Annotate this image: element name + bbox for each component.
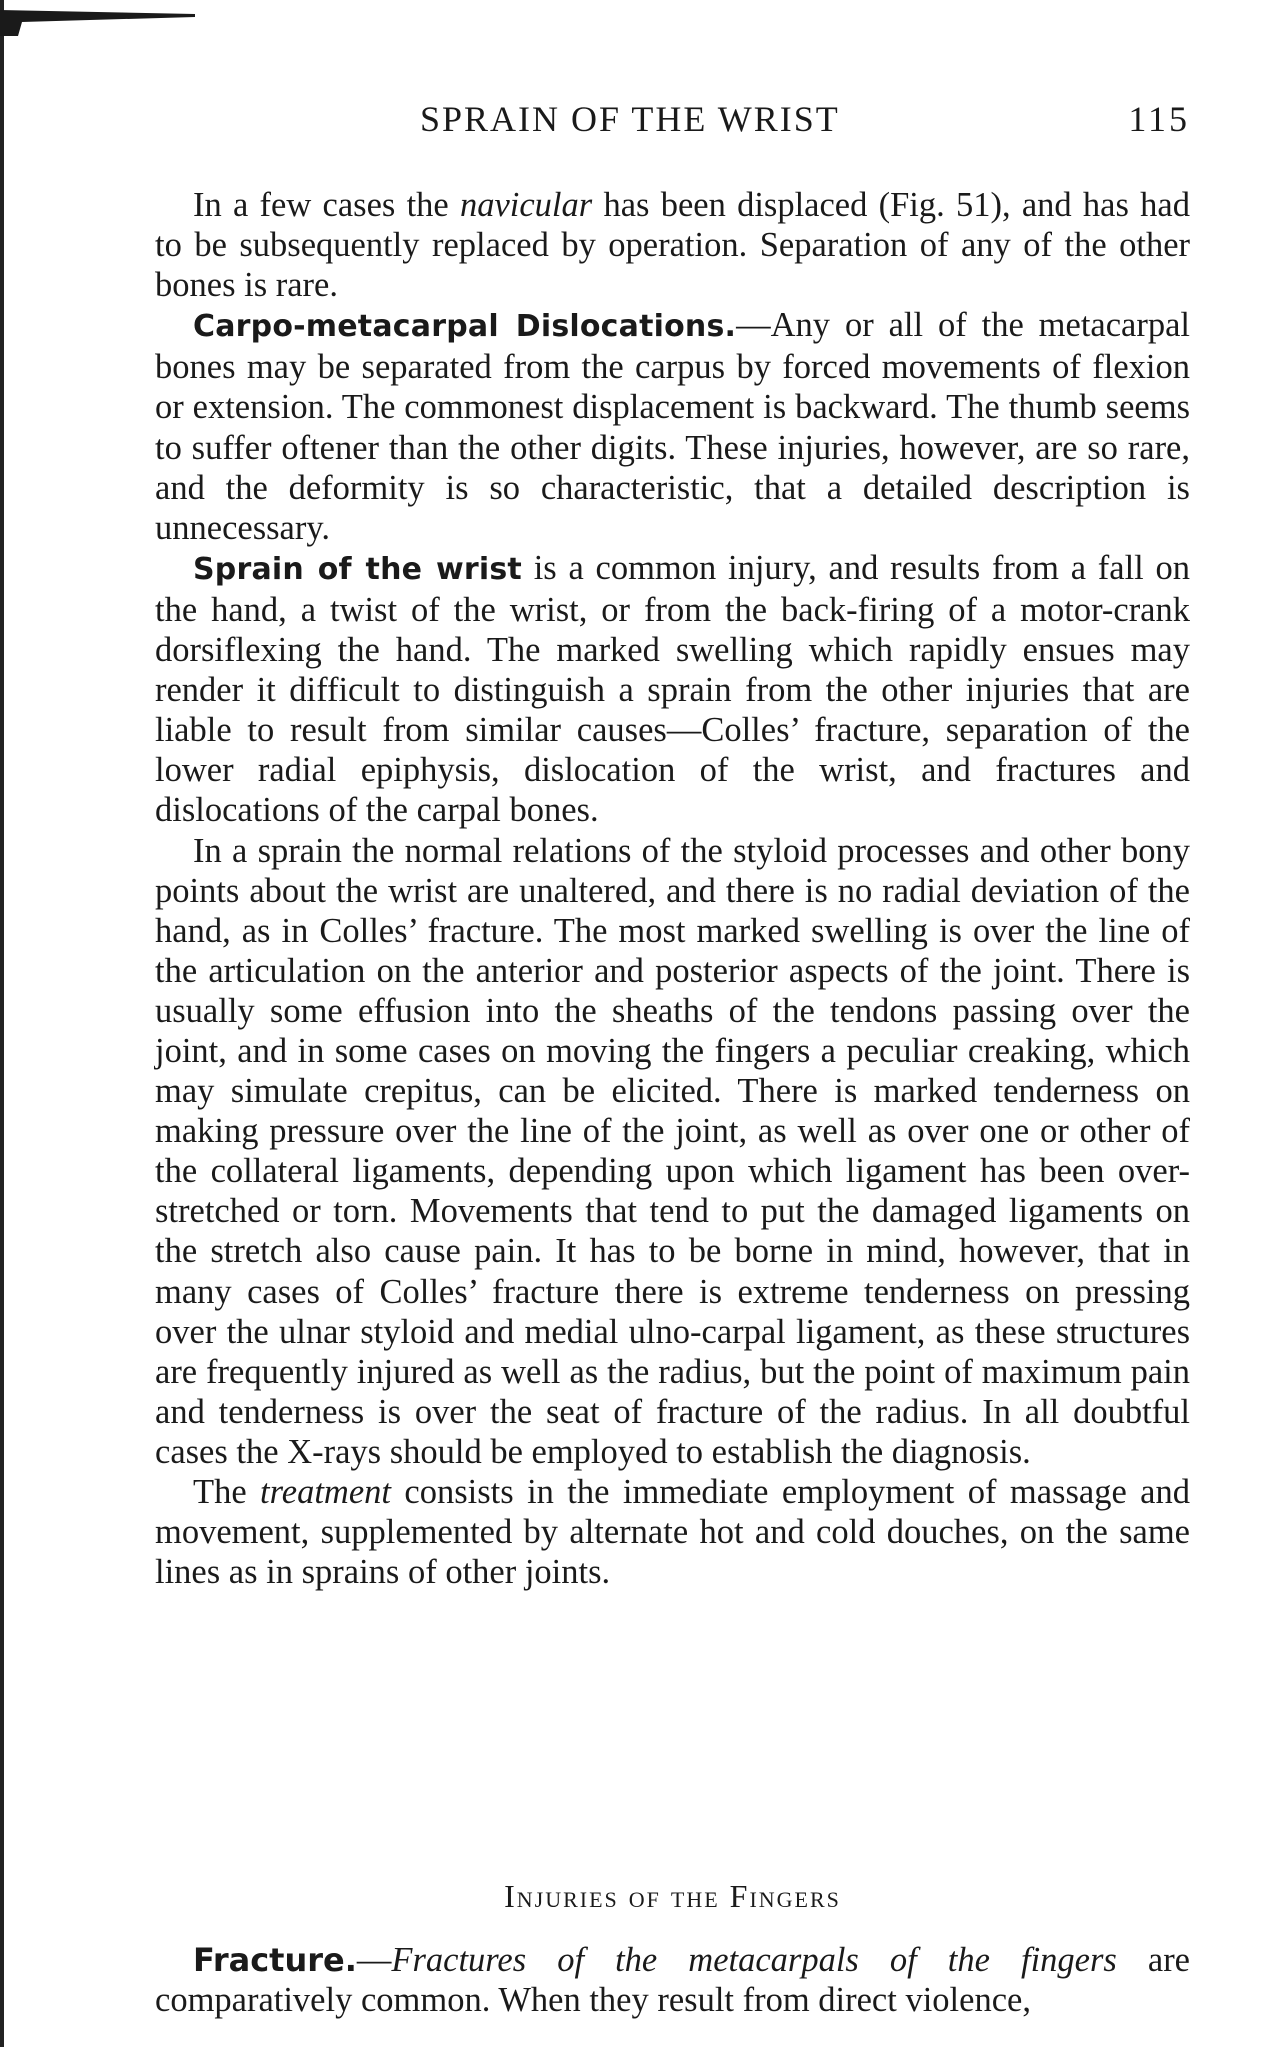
page-corner-mark	[0, 8, 195, 36]
page-header	[420, 98, 1190, 146]
paragraph-heading: Sprain of the wrist	[193, 551, 522, 587]
em-dash: —	[356, 1941, 392, 1979]
paragraph-text: are comparatively common. When they result from direct violence,	[155, 1941, 1190, 2019]
paragraph-navicular	[155, 185, 1190, 305]
paragraph-heading: Fracture.	[193, 1941, 357, 1979]
paragraph-sprain-wrist	[155, 548, 1190, 831]
paragraph-text: In a few cases the	[193, 186, 460, 224]
binding-edge	[0, 0, 4, 2047]
paragraph-treatment	[155, 1472, 1190, 1592]
paragraph-text: has been displaced (Fig. 51), and has had to be subsequently replaced by operation. Separation of any of the other bones is rare.	[155, 186, 1190, 305]
paragraph-text: In a sprain the normal relations of the styloid processes and other bony points about the wrist are unaltered, and there is no radial deviation of the hand, as in Colles’ fracture. The most marked swelling is over the line of the articulation on the anterior and posterior aspects of the joint. There is usually some effusion into the sheaths of the tendons passing over the joint, and in some cases on moving the fingers a peculiar creaking, which may simulate crepitus, can be elicited. There is marked tenderness on making pressure over the line of the joint, as well as over one or other of the collateral ligaments, depending upon which ligament has been over-stretched or torn. Movements that tend to put the damaged ligaments on the stretch also cause pain. It has to be borne in mind, however, that in many cases of Colles’ fracture there is extreme tenderness on pressing over the ulnar styloid and medial ulno-carpal ligament, as these structures are frequently injured as well as the radius, but the point of maximum pain and tenderness is over the seat of fracture of the radius. In all doubtful cases the X-rays should be employed to establish the diagnosis.	[155, 831, 1190, 1471]
italic-term: treatment	[260, 1473, 391, 1511]
running-title: SPRAIN OF THE WRIST	[420, 99, 840, 139]
italic-term: Fractures of the metacarpals of the fingers	[391, 1941, 1117, 1979]
paragraph-text: —Any or all of the metacarpal bones may be separated from the carpus by forced movements of flexion or extension. The commonest displacement is backward. The thumb seems to suffer oftener than the other digits. These injuries, however, are so rare, and the deformity is so characteristic, that a detailed description is unnecessary.	[155, 306, 1190, 547]
section-heading: Injuries of the Fingers	[504, 1878, 841, 1914]
paragraph-text: is a common injury, and results from a fall on the hand, a twist of the wrist, or from the back-firing of a motor-crank dorsiflexing the hand. The marked swelling which rapidly ensues may render it difficult to distinguish a sprain from the other injuries that are liable to result from similar causes—Colles’ fracture, separation of the lower radial epiphysis, dislocation of the wrist, and fractures and dislocations of the carpal bones.	[155, 548, 1190, 830]
page-number: 115	[1128, 99, 1190, 139]
paragraph-text: consists in the immediate employment of massage and movement, supplemented by alternate hot and cold douches, on the same lines as in sprains of other joints.	[155, 1473, 1190, 1592]
body-text	[155, 185, 1190, 1592]
paragraph-heading: Carpo-metacarpal Dislocations.	[193, 309, 737, 345]
paragraph-text: The	[193, 1473, 261, 1511]
paragraph-carpo-metacarpal	[155, 305, 1190, 548]
paragraph-sprain-signs	[155, 831, 1190, 1473]
paragraph-fracture	[155, 1940, 1190, 2020]
italic-term: navicular	[459, 186, 593, 224]
fracture-section	[155, 1940, 1190, 2020]
